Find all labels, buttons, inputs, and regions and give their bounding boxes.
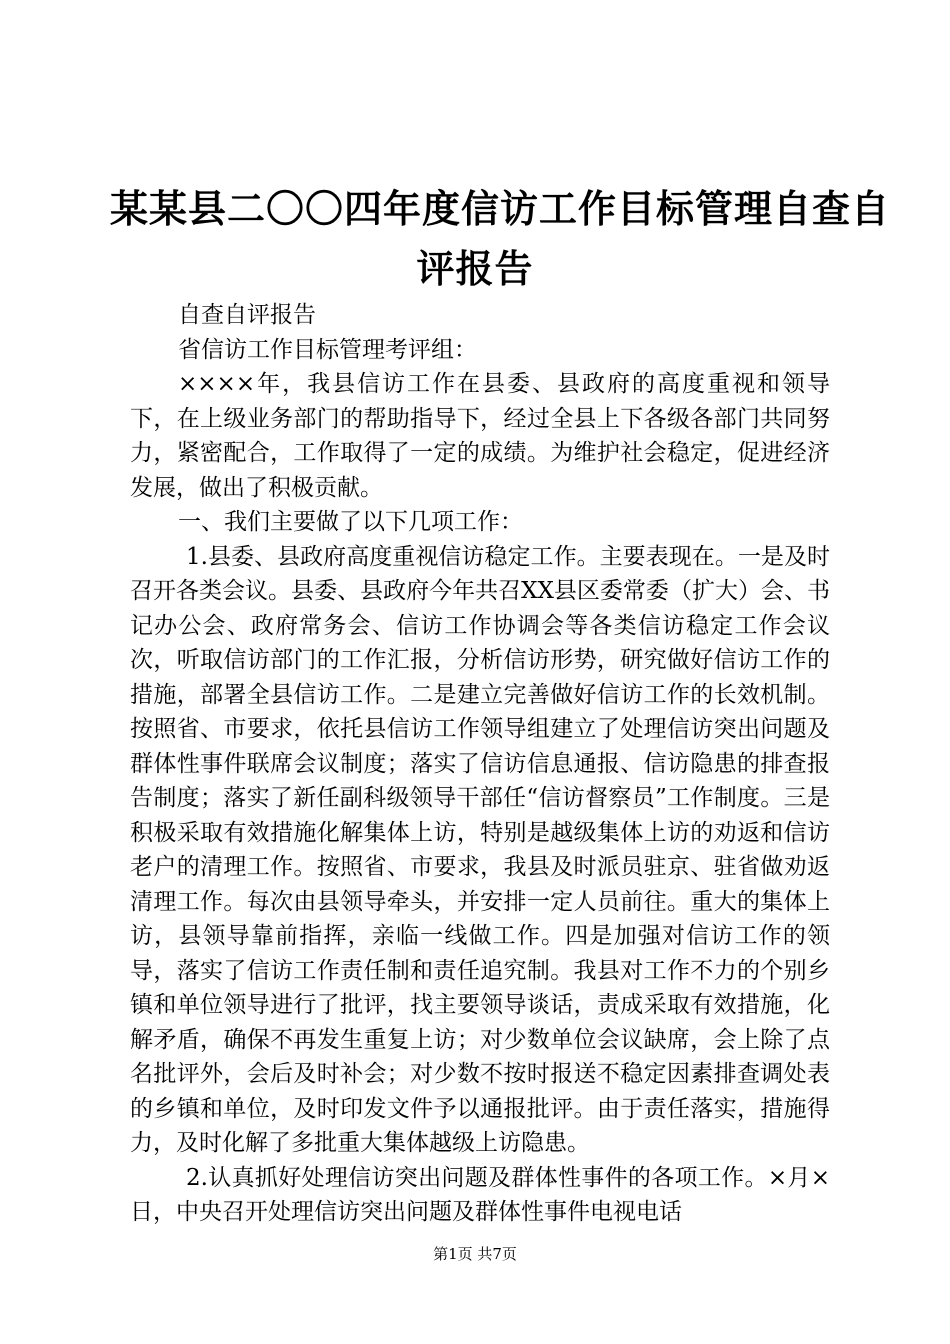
document-title-line-1: 某某县二〇〇四年度信访工作目标管理自查自 (110, 186, 891, 231)
paragraph-item-2: 2.认真抓好处理信访突出问题及群体性事件的各项工作。×月×日，中央召开处理信访突出问题及群体性事件电视电话 (130, 1164, 830, 1225)
section-heading: 一、我们主要做了以下几项工作： (178, 509, 523, 535)
document-title-line-2: 评报告 (416, 246, 534, 291)
paragraph-salutation: 省信访工作目标管理考评组： (178, 336, 477, 363)
paragraph-item-1: 1.县委、县政府高度重视信访稳定工作。主要表现在。一是及时召开各类会议。县委、县政府今年共召XX县区委常委（扩大）会、书记办公会、政府常务会、信访工作协调会等各类信访稳定工作会议次，听取信访部门的工作汇报，分析信访形势，研究做好信访工作的措施，部署全县信访工作。二是建立完善做好信访工作的长效机制。按照省、市要求，依托县信访工作领导组建立了处理信访突出问题及群体性事件联席会议制度；落实了信访信息通报、信访隐患的排查报告制度；落实了新任副科级领导干部任“信访督察员”工作制度。三是积极采取有效措施化解集体上访，特别是越级集体上访的劝返和信访老户的清理工作。按照省、市要求，我县及时派员驻京、驻省做劝返清理工作。每次由县领导牵头，并安排一定人员前往。重大的集体上访，县领导靠前指挥，亲临一线做工作。四是加强对信访工作的领导，落实了信访工作责任制和责任追究制。我县对工作不力的个别乡镇和单位领导进行了批评，找主要领导谈话，责成采取有效措施，化解矛盾，确保不再发生重复上访；对少数单位会议缺席，会上除了点名批评外，会后及时补会；对少数不按时报送不稳定因素排查调处表的乡镇和单位，及时印发文件予以通报批评。由于责任落实，措施得力，及时化解了多批重大集体越级上访隐患。 (130, 543, 830, 1156)
page-footer: 第1页 共7页 (433, 1245, 517, 1263)
paragraph-intro: ××××年，我县信访工作在县委、县政府的高度重视和领导下，在上级业务部门的帮助指导下，经过全县上下各级各部门共同努力，紧密配合，工作取得了一定的成绩。为维护社会稳定，促进经济发展，做出了积极贡献。 (130, 371, 830, 501)
paragraph-subtitle: 自查自评报告 (178, 302, 316, 328)
document-body (130, 298, 830, 1230)
